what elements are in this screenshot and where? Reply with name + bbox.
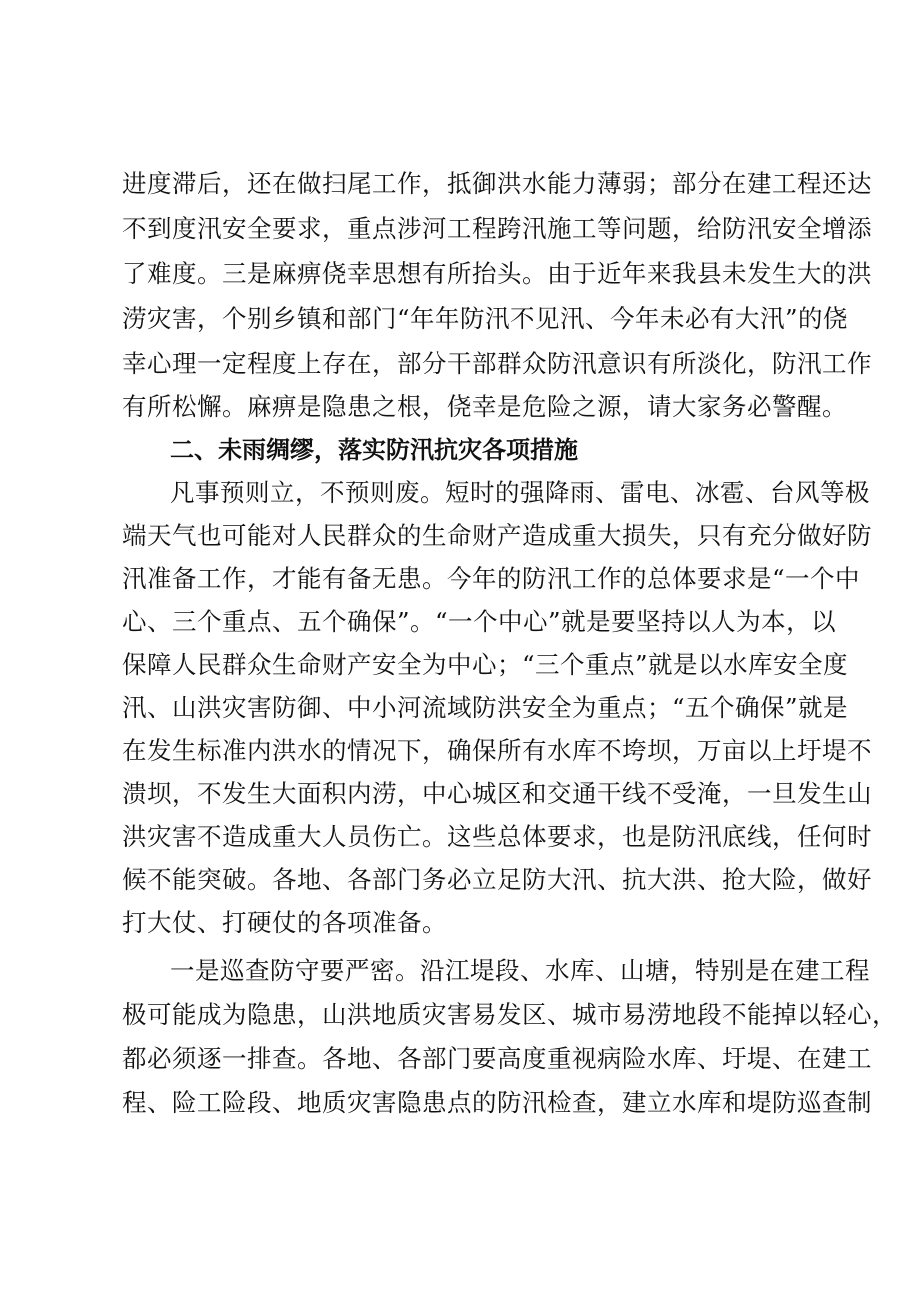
paragraph-2-line-8: 溃坝，不发生大面积内涝，中心城区和交通干线不受淹，一旦发生山	[122, 779, 872, 808]
paragraph-3-line-3: 都必须逐一排查。各地、各部门要高度重视病险水库、圩堤、在建工	[122, 1044, 872, 1073]
paragraph-1-line-1: 进度滞后，还在做扫尾工作，抵御洪水能力薄弱；部分在建工程还达	[122, 169, 872, 198]
paragraph-1-line-3: 了难度。三是麻痹侥幸思想有所抬头。由于近年来我县未发生大的洪	[122, 259, 872, 288]
paragraph-3-line-4: 程、险工险段、地质灾害隐患点的防汛检查，建立水库和堤防巡查制	[122, 1088, 872, 1117]
paragraph-2-line-5: 保障人民群众生命财产安全为中心；“三个重点”就是以水库安全度	[122, 650, 849, 679]
paragraph-2-line-11: 打大仗、打硬仗的各项准备。	[122, 908, 447, 937]
paragraph-1-line-2: 不到度汛安全要求，重点涉河工程跨汛施工等问题，给防汛安全增添	[122, 214, 872, 243]
paragraph-2-line-7: 在发生标准内洪水的情况下，确保所有水库不垮坝，万亩以上圩堤不	[122, 736, 872, 765]
paragraph-2-line-1: 凡事预则立，不预则废。短时的强降雨、雷电、冰雹、台风等极	[170, 478, 870, 507]
paragraph-1-line-4: 涝灾害，个别乡镇和部门“年年防汛不见汛、今年未必有大汛”的侥	[122, 304, 849, 333]
paragraph-2-line-9: 洪灾害不造成重大人员伤亡。这些总体要求，也是防汛底线，任何时	[122, 822, 872, 851]
paragraph-2-line-4: 心、三个重点、五个确保”。“一个中心”就是要坚持以人为本，以	[122, 607, 837, 636]
paragraph-1-line-5: 幸心理一定程度上存在，部分干部群众防汛意识有所淡化，防汛工作	[122, 349, 872, 378]
paragraph-2-line-6: 汛、山洪灾害防御、中小河流域防洪安全为重点；“五个确保”就是	[122, 693, 849, 722]
paragraph-2-line-3: 汛准备工作，才能有备无患。今年的防汛工作的总体要求是“一个中	[122, 564, 861, 593]
paragraph-2-line-2: 端天气也可能对人民群众的生命财产造成重大损失，只有充分做好防	[122, 521, 872, 550]
paragraph-3-line-1: 一是巡查防守要严密。沿江堤段、水库、山塘，特别是在建工程	[170, 956, 870, 985]
section-heading-2: 二、未雨绸缪，落实防汛抗灾各项措施	[170, 436, 578, 464]
paragraph-2-line-10: 候不能突破。各地、各部门务必立足防大汛、抗大洪、抢大险，做好	[122, 865, 872, 894]
paragraph-3-line-2: 极可能成为隐患，山洪地质灾害易发区、城市易涝地段不能掉以轻心，	[122, 1000, 897, 1029]
paragraph-1-line-6: 有所松懈。麻痹是隐患之根，侥幸是危险之源，请大家务必警醒。	[122, 392, 847, 421]
